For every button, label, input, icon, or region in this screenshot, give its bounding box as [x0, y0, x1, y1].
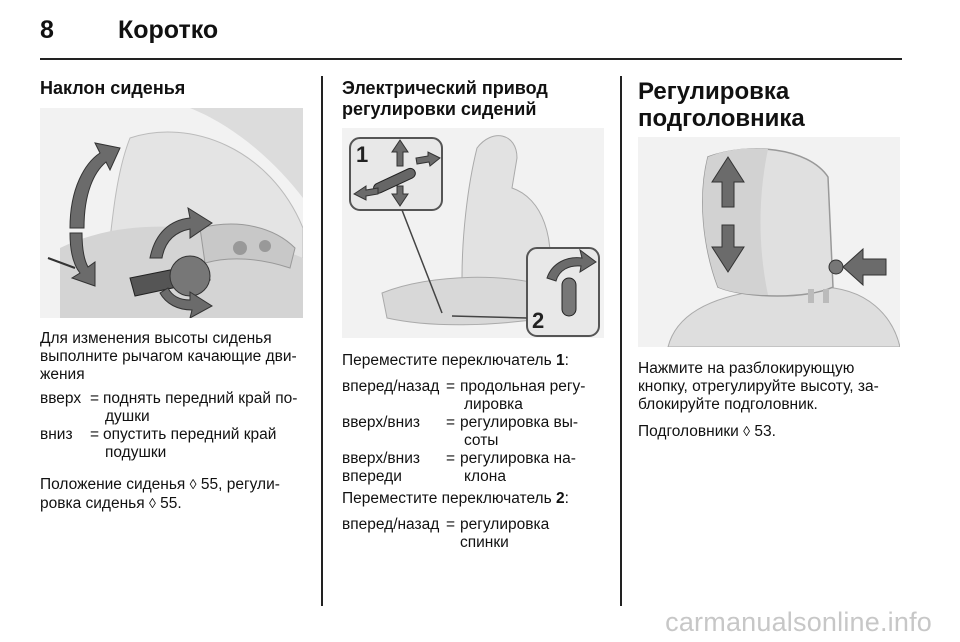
- description-line: регулировка на-: [460, 450, 576, 467]
- intro-line: жения: [40, 366, 85, 383]
- title-line: Регулировка: [638, 78, 790, 105]
- switch2-definitions: [342, 516, 607, 552]
- intro-line: выполните рычагом качающие дви-: [40, 348, 297, 365]
- definition-equals: =: [90, 390, 100, 407]
- section-title: [342, 78, 606, 120]
- headrest-post: [808, 289, 814, 303]
- page-number: 8: [40, 16, 54, 44]
- lever-pivot: [170, 256, 210, 296]
- description-line: продольная регу-: [460, 378, 586, 395]
- switch2-instruction: [342, 490, 607, 508]
- description-line: соты: [464, 432, 499, 449]
- headrest-post: [823, 289, 829, 303]
- description-line: регулировка вы-: [460, 414, 579, 431]
- definition-equals: =: [446, 516, 456, 533]
- definition-row: [342, 450, 607, 486]
- switch-knob-2: [259, 240, 271, 252]
- description-line: регулировка: [460, 516, 550, 533]
- section-headrest: [638, 78, 900, 132]
- definition-term: вперед/назад: [342, 378, 440, 395]
- switch-knob: [233, 241, 247, 255]
- definition-description: [460, 378, 607, 414]
- instruction-colon: :: [564, 490, 569, 507]
- definition-equals: =: [90, 426, 100, 443]
- instruction-text: Переместите переключатель: [342, 490, 556, 507]
- instruction-line: блокируйте подголовник.: [638, 396, 818, 413]
- seat-tilt-references: [40, 475, 310, 513]
- description-line: душки: [105, 408, 150, 425]
- description-line: подушки: [105, 444, 167, 461]
- switch1-instruction: [342, 352, 607, 370]
- switch1-label: 1: [356, 142, 369, 167]
- definition-description: [103, 390, 310, 426]
- switch1-definitions: [342, 378, 607, 486]
- electric-seat-illustration: [342, 128, 604, 338]
- reference-page[interactable]: 55.: [155, 495, 182, 512]
- section-title: [638, 78, 900, 132]
- definition-description: [460, 516, 607, 552]
- description-line: поднять передний край по-: [103, 390, 298, 407]
- definition-row: [342, 516, 607, 552]
- headrest-instruction: [638, 360, 903, 414]
- switch-number: 2: [556, 490, 565, 507]
- definition-row: [40, 390, 310, 426]
- definition-term: вверх: [40, 390, 82, 407]
- release-button: [829, 260, 843, 274]
- instruction-line: [342, 352, 607, 370]
- definition-term: вверх/вниз: [342, 414, 420, 431]
- definition-description: [460, 450, 607, 486]
- headrest-reference: [638, 422, 903, 441]
- title-line: регулировки сидений: [342, 99, 537, 119]
- section-title: Наклон сиденья: [40, 78, 186, 98]
- reference-line: [40, 494, 310, 513]
- reference-text: ровка сиденья: [40, 495, 149, 512]
- term-line: впереди: [342, 468, 402, 485]
- column-divider-1: [321, 76, 323, 606]
- instruction-text: Переместите переключатель: [342, 352, 556, 369]
- instruction-line: кнопку, отрегулируйте высоту, за-: [638, 378, 879, 395]
- page-header: [0, 0, 960, 62]
- definition-equals: =: [446, 378, 456, 395]
- watermark[interactable]: carmanualsonline.info: [665, 607, 932, 637]
- section-electric-seat: [342, 78, 606, 120]
- instruction-colon: :: [564, 352, 569, 369]
- description-line: лировка: [464, 396, 523, 413]
- instruction-line: Нажмите на разблокирующую: [638, 360, 855, 377]
- reference-text: Положение сиденья: [40, 476, 190, 493]
- definition-row: [342, 414, 607, 450]
- page-ref-icon: ◊: [189, 476, 197, 492]
- definition-description: [103, 426, 310, 462]
- definition-description: [460, 414, 607, 450]
- column-divider-2: [620, 76, 622, 606]
- section-seat-tilt: [40, 78, 305, 99]
- chapter-title: Коротко: [118, 16, 219, 44]
- seat-tilt-intro: [40, 330, 310, 384]
- definition-row: [40, 426, 310, 462]
- reference-page[interactable]: 55, регули-: [196, 476, 280, 493]
- switch2-label: 2: [532, 308, 545, 333]
- switch-number: 1: [556, 352, 565, 369]
- seat-tilt-definitions: [40, 390, 310, 462]
- headrest-illustration: [638, 137, 900, 347]
- definition-term: [342, 450, 420, 486]
- page-ref-icon: ◊: [148, 495, 156, 511]
- description-line: клона: [464, 468, 506, 485]
- instruction-line: [342, 490, 607, 508]
- switch2-lever: [562, 278, 576, 316]
- page-ref-icon: ◊: [743, 423, 751, 439]
- seat-tilt-illustration: [40, 108, 303, 318]
- title-line: Электрический привод: [342, 78, 548, 98]
- definition-term: вперед/назад: [342, 516, 440, 533]
- title-line: подголовника: [638, 105, 805, 132]
- description-line: спинки: [460, 534, 509, 551]
- definition-term: вниз: [40, 426, 73, 443]
- definition-equals: =: [446, 414, 456, 431]
- reference-line: [638, 422, 903, 441]
- reference-text: Подголовники: [638, 423, 744, 440]
- term-line: вверх/вниз: [342, 450, 420, 467]
- reference-page[interactable]: 53.: [750, 423, 776, 440]
- description-line: опустить передний край: [103, 426, 277, 443]
- definition-equals: =: [446, 450, 456, 467]
- definition-row: [342, 378, 607, 414]
- intro-line: Для изменения высоты сиденья: [40, 330, 272, 347]
- reference-line: [40, 475, 310, 494]
- header-divider: [40, 58, 902, 60]
